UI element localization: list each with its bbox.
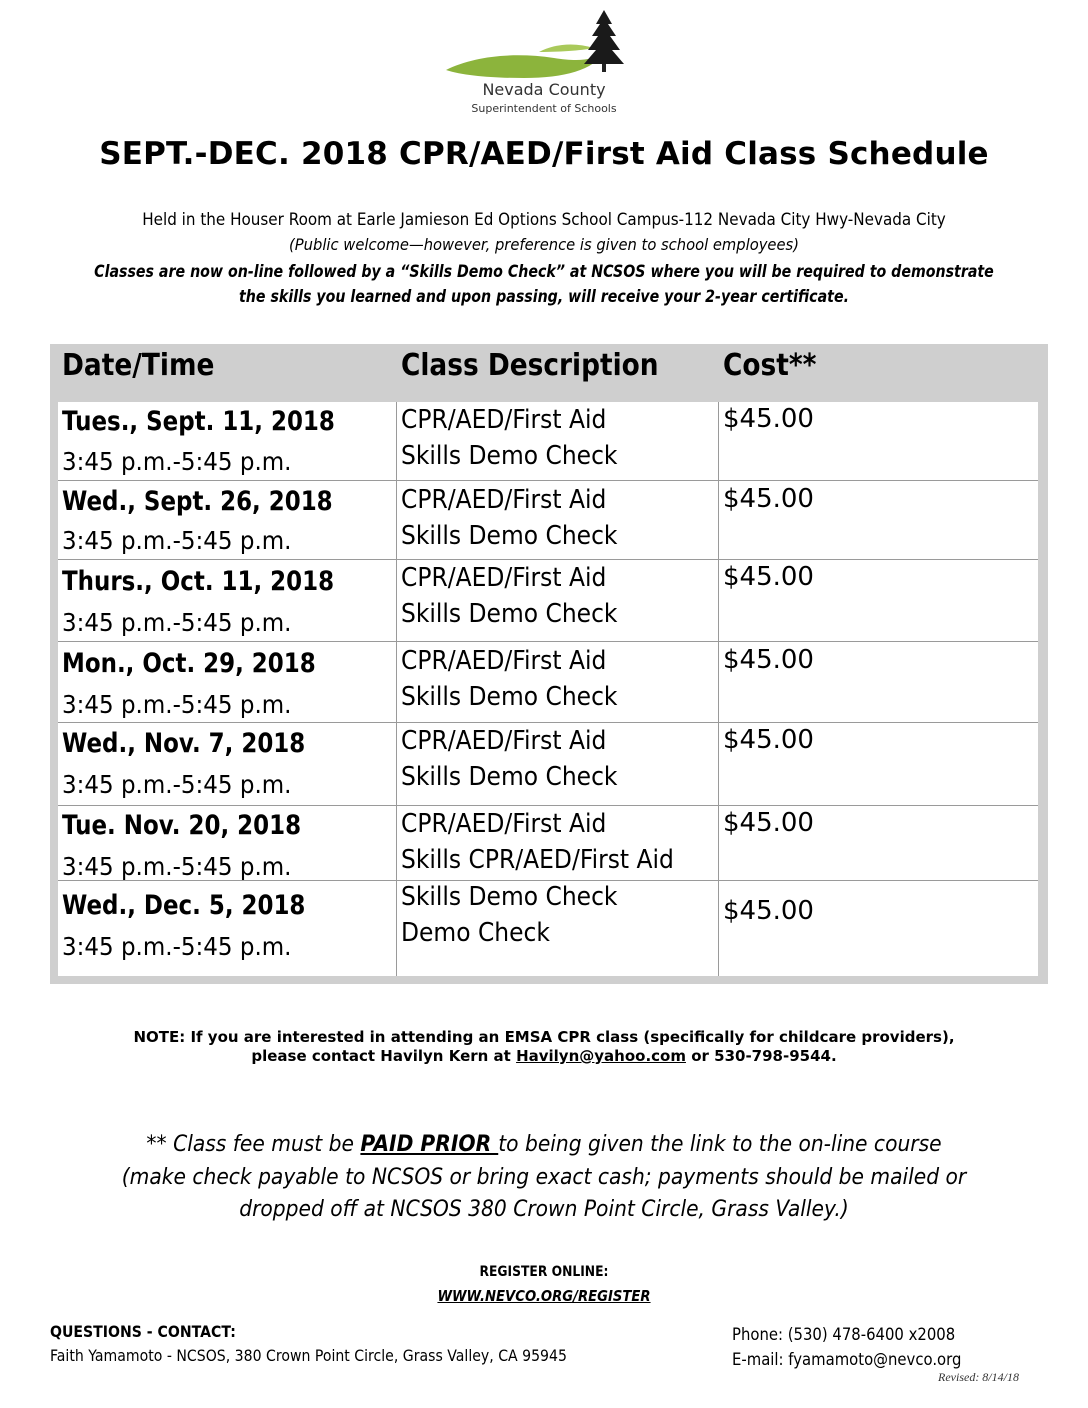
row-description — [401, 643, 617, 715]
contact-email[interactable]: E-mail: fyamamoto@nevco.org — [732, 1350, 962, 1369]
online-info-line1: Classes are now on-line followed by a “Skills Demo Check” at NCSOS where you will be required to demonstrate — [94, 262, 994, 281]
paid-prior-emphasis: PAID PRIOR — [360, 1132, 499, 1157]
row-description-line1: Skills Demo Check — [401, 882, 618, 912]
emsa-note-line1: NOTE: If you are interested in attending an EMSA CPR class (specifically for childcare providers), — [133, 1028, 955, 1046]
row-time: 3:45 p.m.-5:45 p.m. — [62, 447, 292, 476]
row-cost: $45.00 — [723, 562, 814, 592]
row-cost: $45.00 — [723, 725, 814, 755]
row-description-line1: CPR/AED/First Aid — [401, 646, 607, 676]
online-info-line2: the skills you learned and upon passing, will receive your 2-year certificate. — [239, 287, 849, 306]
row-cost: $45.00 — [723, 404, 814, 434]
fee-text: ** Class fee must be — [146, 1132, 361, 1157]
page-title: SEPT.-DEC. 2018 CPR/AED/First Aid Class Schedule — [99, 136, 989, 172]
row-description-line2: Demo Check — [401, 918, 550, 948]
revised-date: Revised: 8/14/18 — [938, 1370, 1019, 1384]
contact-info: Faith Yamamoto - NCSOS, 380 Crown Point Circle, Grass Valley, CA 95945 — [50, 1346, 567, 1365]
fee-line2: (make check payable to NCSOS or bring exact cash; payments should be mailed or — [121, 1165, 967, 1190]
row-cost: $45.00 — [723, 645, 814, 675]
column-divider — [396, 402, 397, 976]
row-description-line2: Skills CPR/AED/First Aid — [401, 845, 674, 875]
row-date: Wed., Dec. 5, 2018 — [62, 890, 306, 921]
row-time: 3:45 p.m.-5:45 p.m. — [62, 852, 292, 881]
row-date: Tues., Sept. 11, 2018 — [62, 406, 335, 437]
row-description — [401, 879, 617, 951]
row-time: 3:45 p.m.-5:45 p.m. — [62, 526, 292, 555]
row-date: Tue. Nov. 20, 2018 — [62, 810, 302, 841]
logo-line2: Superintendent of Schools — [471, 102, 617, 115]
register-link[interactable]: WWW.NEVCO.ORG/REGISTER — [437, 1287, 651, 1305]
row-time: 3:45 p.m.-5:45 p.m. — [62, 608, 292, 637]
row-description — [401, 402, 617, 474]
public-welcome-line: (Public welcome—however, preference is given to school employees) — [289, 235, 799, 254]
header-class-description: Class Description — [401, 348, 659, 383]
row-description-line1: CPR/AED/First Aid — [401, 563, 607, 593]
row-date: Wed., Sept. 26, 2018 — [62, 486, 333, 517]
header-date-time: Date/Time — [62, 348, 215, 383]
row-cost: $45.00 — [723, 484, 814, 514]
row-description-line1: CPR/AED/First Aid — [401, 726, 607, 756]
row-description-line1: CPR/AED/First Aid — [401, 485, 607, 515]
contact-phone: Phone: (530) 478-6400 x2008 — [732, 1325, 956, 1344]
row-divider — [58, 641, 1038, 642]
column-divider — [718, 402, 719, 976]
row-description-line2: Skills Demo Check — [401, 441, 618, 471]
row-cost: $45.00 — [723, 808, 814, 838]
havilyn-email-link[interactable]: Havilyn@yahoo.com — [516, 1047, 686, 1065]
logo-line1: Nevada County — [482, 80, 606, 99]
row-time: 3:45 p.m.-5:45 p.m. — [62, 770, 292, 799]
row-time: 3:45 p.m.-5:45 p.m. — [62, 690, 292, 719]
row-description-line2: Skills Demo Check — [401, 682, 618, 712]
questions-label: QUESTIONS - CONTACT: — [50, 1322, 236, 1341]
row-description — [401, 560, 617, 632]
row-time: 3:45 p.m.-5:45 p.m. — [62, 932, 292, 961]
row-divider — [58, 480, 1038, 481]
row-description — [401, 723, 617, 795]
row-cost: $45.00 — [723, 896, 814, 926]
row-date: Thurs., Oct. 11, 2018 — [62, 566, 335, 597]
emsa-note-phone: or 530-798-9544. — [685, 1047, 837, 1065]
emsa-note-line2 — [0, 1047, 1088, 1065]
row-description-line2: Skills Demo Check — [401, 521, 618, 551]
register-online-label: REGISTER ONLINE: — [479, 1264, 609, 1280]
location-line: Held in the Houser Room at Earle Jamieson Ed Options School Campus-112 Nevada City Hwy-Nevada City — [142, 210, 946, 229]
header-cost: Cost** — [723, 348, 817, 383]
fee-text-end: to being given the link to the on-line course — [498, 1132, 942, 1157]
fee-line3: dropped off at NCSOS 380 Crown Point Circle, Grass Valley.) — [239, 1197, 849, 1222]
row-description — [401, 482, 617, 554]
fee-line1 — [44, 1132, 1045, 1157]
row-description-line1: CPR/AED/First Aid — [401, 405, 607, 435]
row-description-line2: Skills Demo Check — [401, 762, 618, 792]
row-date: Wed., Nov. 7, 2018 — [62, 728, 306, 759]
row-description — [401, 806, 674, 878]
emsa-note-text: please contact Havilyn Kern at — [251, 1047, 517, 1065]
row-date: Mon., Oct. 29, 2018 — [62, 648, 316, 679]
row-description-line1: CPR/AED/First Aid — [401, 809, 607, 839]
row-description-line2: Skills Demo Check — [401, 599, 618, 629]
